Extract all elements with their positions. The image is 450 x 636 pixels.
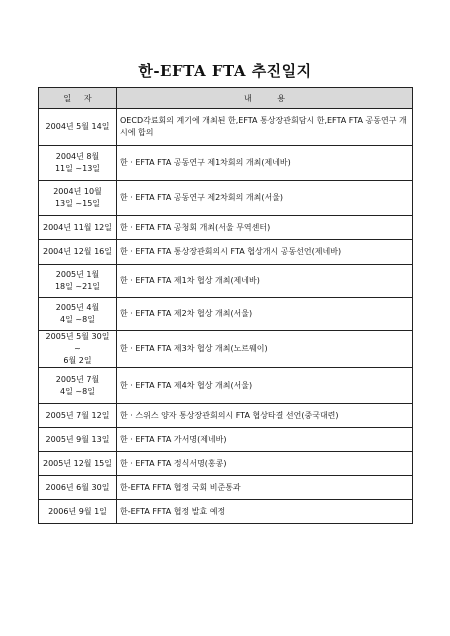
row-content: 한 · EFTA FTA 가서명(제네바) bbox=[117, 428, 413, 452]
row-date-line: 6월 2일 bbox=[63, 356, 92, 365]
row-date bbox=[39, 265, 117, 298]
table-row bbox=[39, 500, 413, 524]
table-row bbox=[39, 452, 413, 476]
row-date-line: 2005년 1월 bbox=[55, 270, 100, 279]
row-date bbox=[39, 331, 117, 368]
row-date bbox=[39, 368, 117, 404]
schedule-table bbox=[38, 87, 413, 524]
row-content: 한 · EFTA FTA 제3차 협상 개최(노르웨이) bbox=[117, 331, 413, 368]
row-date bbox=[39, 216, 117, 240]
row-date bbox=[39, 181, 117, 216]
row-date-line: 2005년 9월 13일 bbox=[45, 434, 110, 444]
row-date bbox=[39, 428, 117, 452]
row-date bbox=[39, 240, 117, 265]
row-content: 한 · EFTA FTA 제4차 협상 개최(서울) bbox=[117, 368, 413, 404]
document-title: 한-EFTA FTA 추진일지 bbox=[138, 62, 312, 80]
header-date: 일 자 bbox=[39, 88, 117, 109]
row-date-line: 2006년 9월 1일 bbox=[48, 506, 107, 516]
row-content: 한-EFTA FFTA 협정 국회 비준통과 bbox=[117, 476, 413, 500]
table-row bbox=[39, 476, 413, 500]
table-row bbox=[39, 265, 413, 298]
row-date-line: 4일 ~8일 bbox=[60, 386, 95, 396]
row-date-line: 2004년 5월 14일 bbox=[45, 122, 110, 131]
row-content: 한 · EFTA FTA 제1차 협상 개최(제네바) bbox=[117, 265, 413, 298]
row-date-line: 2004년 11월 12일 bbox=[43, 222, 112, 232]
row-date-line: 18일 ~21일 bbox=[54, 282, 101, 291]
row-date-line: 2004년 10월 bbox=[53, 187, 102, 196]
table-header-row bbox=[39, 88, 413, 109]
row-date bbox=[39, 298, 117, 331]
table-row bbox=[39, 181, 413, 216]
table-row bbox=[39, 428, 413, 452]
table-row bbox=[39, 216, 413, 240]
row-date-line: 2005년 7월 12일 bbox=[45, 410, 110, 420]
row-content: 한-EFTA FFTA 협정 발효 예정 bbox=[117, 500, 413, 524]
table-row bbox=[39, 146, 413, 181]
row-date-line: 4일 ~8일 bbox=[60, 315, 95, 324]
table-row bbox=[39, 298, 413, 331]
table-row bbox=[39, 404, 413, 428]
row-date bbox=[39, 452, 117, 476]
table-row bbox=[39, 109, 413, 146]
row-date-line: 13일 ~15일 bbox=[54, 199, 101, 208]
row-content: 한 · EFTA FTA 공동연구 제1차회의 개최(제네바) bbox=[117, 146, 413, 181]
row-content: OECD각료회의 계기에 개최된 한,EFTA 통상장관회담시 한,EFTA FTA 공동연구 개시에 합의 bbox=[117, 109, 413, 146]
row-date-line: 2004년 12월 16일 bbox=[43, 247, 112, 256]
table-row bbox=[39, 331, 413, 368]
row-date-line: 2004년 8월 bbox=[55, 152, 100, 161]
row-date-line: 2005년 5월 30일 bbox=[45, 332, 110, 341]
row-content: 한 · EFTA FTA 정식서명(홍콩) bbox=[117, 452, 413, 476]
row-content: 한 · EFTA FTA 공동연구 제2차회의 개최(서울) bbox=[117, 181, 413, 216]
row-date bbox=[39, 500, 117, 524]
row-content: 한 · EFTA FTA 통상장관회의시 FTA 협상개시 공동선언(제네바) bbox=[117, 240, 413, 265]
header-content: 내 용 bbox=[117, 88, 413, 109]
row-content: 한 · EFTA FTA 제2차 협상 개최(서울) bbox=[117, 298, 413, 331]
row-content: 한 · EFTA FTA 공청회 개최(서울 무역센터) bbox=[117, 216, 413, 240]
row-date-line: 2005년 4월 bbox=[55, 303, 100, 312]
row-date-line: 2006년 6월 30일 bbox=[45, 482, 110, 492]
row-content: 한 · 스위스 양자 통상장관회의시 FTA 협상타결 선언(중국대련) bbox=[117, 404, 413, 428]
table-row bbox=[39, 240, 413, 265]
table-row bbox=[39, 368, 413, 404]
row-date bbox=[39, 146, 117, 181]
row-date-line: 2005년 12월 15일 bbox=[43, 458, 112, 468]
row-date-line: 11일 ~13일 bbox=[54, 164, 101, 173]
row-date bbox=[39, 404, 117, 428]
row-date bbox=[39, 476, 117, 500]
row-date-line: 2005년 7월 bbox=[55, 374, 100, 384]
row-date bbox=[39, 109, 117, 146]
row-date-line: ~ bbox=[74, 344, 81, 353]
